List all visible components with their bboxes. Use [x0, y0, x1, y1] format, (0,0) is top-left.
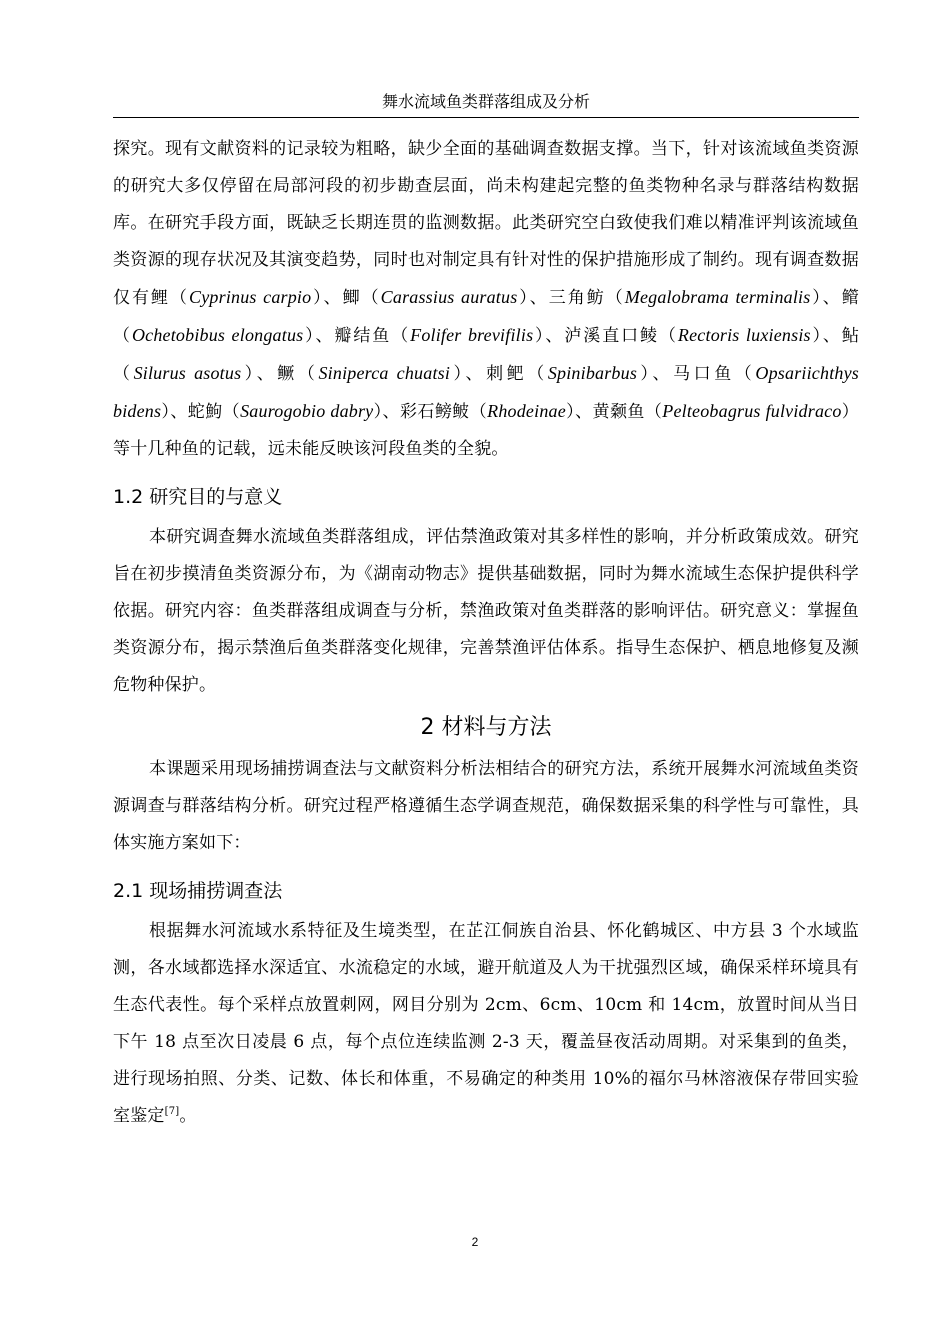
species-name: Pelteobagrus fulvidraco — [662, 401, 842, 421]
text-run: ）、鲇（ — [113, 326, 860, 384]
text-run: 探究。现有文献资料的记录较为粗略，缺少全面的基础调查数据支撑。当下，针对该流域鱼类资源的研究大多仅停留在局部河段的初步勘查层面，尚未构建起完整的鱼类物种名录与群落结构数据库。在研究手段方面，既缺乏长期连贯的监测数据。此类研究空白致使我们难以精准评判该流域鱼类资源的现存状况及其演变趋势，同时也对制定具有针对性的保护措施形成了制约。现有调查数据仅有鲤（ — [113, 139, 859, 308]
species-name: Carassius auratus — [380, 287, 518, 307]
species-name: Ochetobibus elongatus — [131, 325, 304, 345]
species-name: Saurogobio dabry — [240, 401, 374, 421]
text-run: ）等十几种鱼的记载，远未能反映该河段鱼类的全貌。 — [113, 402, 859, 459]
page-body — [113, 131, 859, 1135]
species-name: Rectoris luxiensis — [677, 325, 811, 345]
text-run: ）、彩石鳑鲏（ — [373, 402, 488, 422]
chapter-heading-2: 2 材料与方法 — [420, 715, 552, 740]
text-run: ）、三角鲂（ — [517, 288, 625, 308]
text-run: ）、鳜（ — [241, 364, 319, 384]
page-number: 2 — [471, 1235, 479, 1249]
text-run: ）、瓣结鱼（ — [303, 326, 411, 346]
species-name: Rhodeinae — [487, 401, 566, 421]
species-name: Siniperca chuatsi — [318, 363, 451, 383]
text-run: ）、马口鱼（ — [637, 364, 756, 384]
section-1-2-paragraph: 本研究调查舞水流域鱼类群落组成，评估禁渔政策对其多样性的影响，并分析政策成效。研究旨在初步摸清鱼类资源分布，为《湖南动物志》提供基础数据，同时为舞水流域生态保护提供科学依据。研究内容：鱼类群落组成调查与分析，禁渔政策对鱼类群落的影响评估。研究意义：掌握鱼类资源分布，揭示禁渔后鱼类群落变化规律，完善禁渔评估体系。指导生态保护、栖息地修复及濒危物种保护。 — [113, 527, 859, 695]
section-heading-2-1: 2.1 现场捕捞调查法 — [113, 880, 283, 902]
species-name: Cyprinus carpio — [189, 287, 312, 307]
intro-paragraph — [113, 131, 859, 468]
species-name: Folifer brevifilis — [410, 325, 534, 345]
text-run: 根据舞水河流域水系特征及生境类型，在芷江侗族自治县、怀化鹤城区、中方县 3 个水域监测，各水域都选择水深适宜、水流稳定的水域，避开航道及人为干扰强烈区域，确保采样环境具有生态代表性。每个采样点放置刺网，网目分别为 2cm、6cm、10cm 和 14cm，放置时间从当日下午 18 点至次日凌晨 6 点，每个点位连续监测 2-3 天，覆盖昼夜活动周期。对采集到的鱼类，进行现场拍照、分类、记数、体长和体重，不易确定的种类用 10%的福尔马林溶液保存带回实验室鉴定 — [113, 921, 859, 1126]
text-run: ）、鲫（ — [311, 288, 381, 308]
text-run: ）、蛇鮈（ — [161, 402, 241, 422]
citation-reference[interactable]: [7] — [164, 1106, 180, 1117]
species-name: Silurus asotus — [133, 363, 242, 383]
section-2-1-paragraph — [113, 913, 859, 1135]
species-name: Megalobrama terminalis — [624, 287, 811, 307]
text-run: ）、泸溪直口鲮（ — [533, 326, 678, 346]
text-run: ）、鳤（ — [113, 288, 859, 346]
running-header: 舞水流域鱼类群落组成及分析 — [113, 88, 859, 118]
text-run: ）、黄颡鱼（ — [565, 402, 663, 422]
species-name: Spinibarbus — [547, 363, 638, 383]
text-run: 。 — [179, 1106, 197, 1126]
section-heading-1-2: 1.2 研究目的与意义 — [113, 486, 283, 508]
species-name: Opsariichthys bidens — [113, 363, 859, 421]
text-run: ）、刺鲃（ — [450, 364, 548, 384]
chapter-2-paragraph: 本课题采用现场捕捞调查法与文献资料分析法相结合的研究方法，系统开展舞水河流域鱼类资源调查与群落结构分析。研究过程严格遵循生态学调查规范，确保数据采集的科学性与可靠性，具体实施方案如下： — [113, 759, 859, 853]
